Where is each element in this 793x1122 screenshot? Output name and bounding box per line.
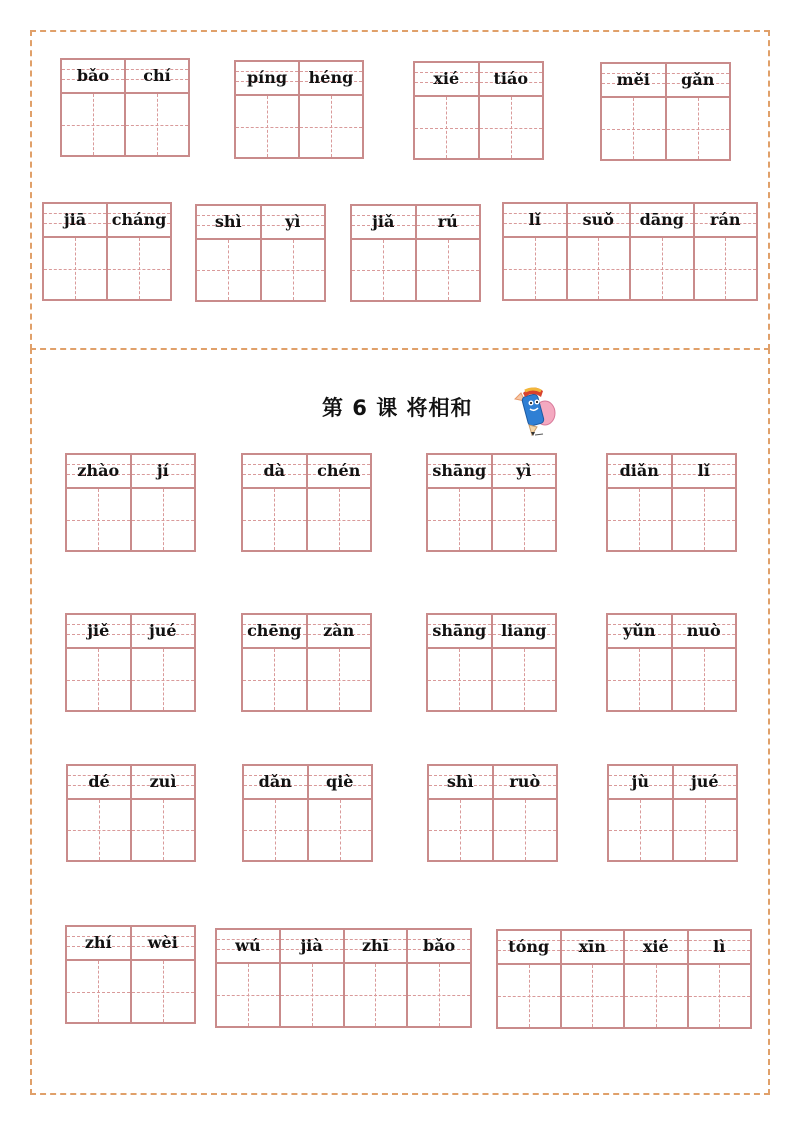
pinyin: chén: [317, 461, 361, 480]
writing-box[interactable]: [428, 489, 491, 550]
pinyin: tiáo: [493, 69, 528, 88]
pinyin: xié: [642, 937, 669, 956]
writing-box[interactable]: [608, 489, 671, 550]
writing-box[interactable]: [44, 238, 106, 299]
pinyin: rán: [710, 210, 741, 229]
pinyin: chí: [143, 66, 171, 85]
writing-box[interactable]: [631, 238, 693, 299]
pinyin: jí: [156, 461, 169, 480]
pinyin: gǎn: [681, 70, 715, 89]
writing-box[interactable]: [625, 965, 687, 1027]
pinyin: bǎo: [423, 936, 456, 955]
pinyin: shì: [446, 772, 474, 791]
pinyin: jià: [300, 936, 323, 955]
writing-box[interactable]: [197, 240, 260, 300]
word-grid: [234, 60, 364, 159]
writing-box[interactable]: [308, 649, 371, 710]
word-grid: [413, 61, 544, 160]
word-grid: [427, 764, 558, 862]
writing-box[interactable]: [244, 800, 307, 860]
pinyin: wèi: [147, 933, 178, 952]
pinyin: xié: [433, 69, 460, 88]
word-grid: [606, 613, 737, 712]
writing-box[interactable]: [132, 649, 195, 710]
pinyin: jué: [690, 772, 719, 791]
pinyin: shāng: [432, 461, 487, 480]
writing-box[interactable]: [568, 238, 630, 299]
writing-box[interactable]: [67, 489, 130, 550]
writing-box[interactable]: [108, 238, 170, 299]
writing-box[interactable]: [674, 800, 737, 860]
pinyin: jué: [148, 621, 177, 640]
writing-box[interactable]: [609, 800, 672, 860]
pinyin: héng: [308, 68, 354, 87]
writing-box[interactable]: [62, 94, 124, 155]
writing-box[interactable]: [480, 97, 543, 158]
writing-box[interactable]: [281, 964, 343, 1026]
word-grid: [242, 764, 373, 862]
writing-box[interactable]: [498, 965, 560, 1027]
pinyin: dǎn: [258, 772, 292, 791]
lesson-title: 第 6 课 将相和: [322, 396, 473, 420]
writing-box[interactable]: [126, 94, 188, 155]
pinyin: cháng: [111, 210, 167, 229]
pinyin: lì: [713, 937, 726, 956]
word-grid: [60, 58, 190, 157]
pinyin: xīn: [578, 937, 606, 956]
pinyin: qiè: [326, 772, 354, 791]
pinyin: chēng: [247, 621, 302, 640]
pinyin: ruò: [509, 772, 541, 791]
writing-box[interactable]: [493, 649, 556, 710]
pinyin: dāng: [639, 210, 684, 229]
pinyin: zhí: [84, 933, 112, 952]
writing-box[interactable]: [132, 489, 195, 550]
word-grid: [65, 453, 196, 552]
writing-box[interactable]: [602, 98, 665, 159]
pinyin: zuì: [149, 772, 177, 791]
pinyin: liang: [501, 621, 547, 640]
writing-box[interactable]: [408, 964, 470, 1026]
pinyin: shì: [214, 212, 242, 231]
word-grid: [426, 613, 557, 712]
writing-box[interactable]: [352, 240, 415, 300]
pinyin: nuò: [686, 621, 721, 640]
writing-box[interactable]: [415, 97, 478, 158]
writing-box[interactable]: [429, 800, 492, 860]
pinyin: yì: [285, 212, 301, 231]
writing-box[interactable]: [562, 965, 624, 1027]
pencil-mascot-icon: [507, 383, 562, 438]
writing-box[interactable]: [300, 96, 362, 157]
word-grid: [502, 202, 758, 301]
writing-box[interactable]: [262, 240, 325, 300]
writing-box[interactable]: [417, 240, 480, 300]
pinyin: diǎn: [619, 461, 659, 480]
writing-box[interactable]: [68, 800, 130, 860]
writing-box[interactable]: [67, 649, 130, 710]
writing-box[interactable]: [308, 489, 371, 550]
word-grid: [350, 204, 481, 302]
word-grid: [66, 764, 196, 862]
writing-box[interactable]: [673, 649, 736, 710]
writing-box[interactable]: [608, 649, 671, 710]
writing-box[interactable]: [673, 489, 736, 550]
pinyin: měi: [616, 70, 650, 89]
pinyin: jiǎ: [372, 212, 395, 231]
writing-box[interactable]: [504, 238, 566, 299]
word-grid: [241, 613, 372, 712]
word-grid: [42, 202, 172, 301]
word-grid: [195, 204, 326, 302]
pinyin: dà: [263, 461, 286, 480]
writing-box[interactable]: [345, 964, 407, 1026]
pinyin: suǒ: [582, 210, 614, 229]
pinyin: shāng: [432, 621, 487, 640]
pinyin: dé: [88, 772, 110, 791]
pinyin: rú: [437, 212, 458, 231]
pinyin: zhào: [77, 461, 120, 480]
writing-box[interactable]: [493, 489, 556, 550]
pinyin: zhī: [361, 936, 389, 955]
writing-box[interactable]: [689, 965, 751, 1027]
pinyin: lǐ: [697, 461, 710, 480]
pinyin: yì: [516, 461, 532, 480]
word-grid: [600, 62, 731, 161]
pinyin: yǔn: [622, 621, 656, 640]
pinyin: bǎo: [76, 66, 110, 85]
writing-box[interactable]: [243, 489, 306, 550]
pinyin: zàn: [323, 621, 355, 640]
pinyin: tóng: [508, 937, 550, 956]
writing-box[interactable]: [309, 800, 372, 860]
writing-box[interactable]: [132, 961, 195, 1022]
writing-box[interactable]: [667, 98, 730, 159]
pinyin: jiě: [87, 621, 110, 640]
writing-box[interactable]: [132, 800, 194, 860]
pinyin: píng: [246, 68, 288, 87]
writing-box[interactable]: [67, 961, 130, 1022]
writing-box[interactable]: [243, 649, 306, 710]
word-grid: [607, 764, 738, 862]
word-grid: [65, 613, 196, 712]
writing-box[interactable]: [236, 96, 298, 157]
writing-box[interactable]: [494, 800, 557, 860]
word-grid: [606, 453, 737, 552]
pinyin: jiā: [63, 210, 87, 229]
word-grid: [215, 928, 472, 1028]
word-grid: [426, 453, 557, 552]
pinyin: wú: [235, 936, 261, 955]
word-grid: [241, 453, 372, 552]
word-grid: [65, 925, 196, 1024]
pinyin: jù: [631, 772, 649, 791]
pinyin: lǐ: [528, 210, 541, 229]
writing-box[interactable]: [428, 649, 491, 710]
word-grid: [496, 929, 752, 1029]
writing-box[interactable]: [695, 238, 757, 299]
writing-box[interactable]: [217, 964, 279, 1026]
